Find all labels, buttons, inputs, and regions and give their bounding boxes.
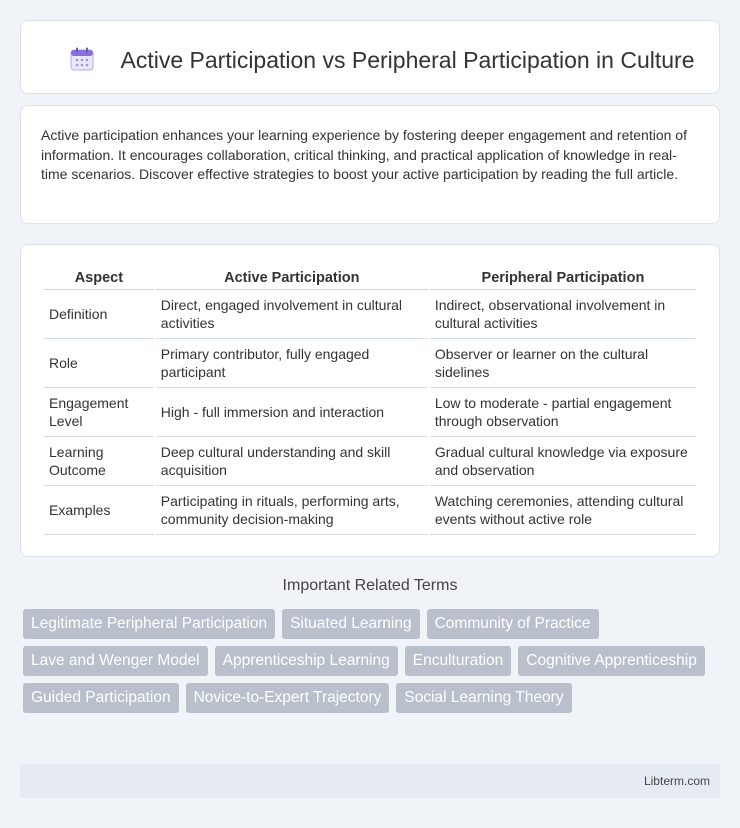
table-cell: Primary contributor, fully engaged participant [156, 339, 428, 388]
table-cell: Definition [44, 290, 154, 339]
related-term-tag[interactable]: Guided Participation [23, 683, 179, 713]
table-row [44, 486, 696, 535]
table-cell: Watching ceremonies, attending cultural events without active role [430, 486, 696, 535]
related-term-tag[interactable]: Lave and Wenger Model [23, 646, 208, 676]
table-cell: Role [44, 339, 154, 388]
table-cell: High - full immersion and interaction [156, 388, 428, 437]
related-term-tag[interactable]: Novice-to-Expert Trajectory [186, 683, 390, 713]
table-row [44, 437, 696, 486]
intro-text: Active participation enhances your learning experience by fostering deeper engagement and retention of information. It encourages collaboration, critical thinking, and practical application of knowledge in real-time scenarios. Discover effective strategies to boost your active participation by reading the full article. [41, 127, 687, 182]
column-header-active: Active Participation [156, 265, 428, 290]
table-cell: Indirect, observational involvement in cultural activities [430, 290, 696, 339]
table-cell: Observer or learner on the cultural sidelines [430, 339, 696, 388]
table-cell: Direct, engaged involvement in cultural activities [156, 290, 428, 339]
column-header-peripheral: Peripheral Participation [430, 265, 696, 290]
table-cell: Examples [44, 486, 154, 535]
column-header-aspect: Aspect [44, 265, 154, 290]
table-cell: Learning Outcome [44, 437, 154, 486]
table-cell: Deep cultural understanding and skill acquisition [156, 437, 428, 486]
header-card [20, 20, 720, 94]
table-row [44, 339, 696, 388]
related-terms-list [23, 609, 723, 713]
related-terms-title: Important Related Terms [282, 577, 458, 594]
calendar-icon [69, 46, 95, 72]
comparison-table [42, 265, 698, 535]
table-cell: Participating in rituals, performing arts, community decision-making [156, 486, 428, 535]
related-term-tag[interactable]: Apprenticeship Learning [215, 646, 398, 676]
table-header-row [44, 265, 696, 290]
related-term-tag[interactable]: Enculturation [405, 646, 511, 676]
page-title: Active Participation vs Peripheral Participation in Culture [120, 47, 695, 73]
intro-card [20, 105, 720, 224]
table-row [44, 388, 696, 437]
comparison-table-card [20, 244, 720, 557]
table-row [44, 290, 696, 339]
related-term-tag[interactable]: Community of Practice [427, 609, 599, 639]
table-cell: Gradual cultural knowledge via exposure and observation [430, 437, 696, 486]
related-term-tag[interactable]: Social Learning Theory [396, 683, 571, 713]
table-cell: Low to moderate - partial engagement through observation [430, 388, 696, 437]
footer-site-link[interactable]: Libterm.com [643, 774, 710, 788]
related-term-tag[interactable]: Situated Learning [282, 609, 420, 639]
table-cell: Engagement Level [44, 388, 154, 437]
related-term-tag[interactable]: Cognitive Apprenticeship [518, 646, 705, 676]
related-term-tag[interactable]: Legitimate Peripheral Participation [23, 609, 275, 639]
footer [20, 764, 720, 798]
